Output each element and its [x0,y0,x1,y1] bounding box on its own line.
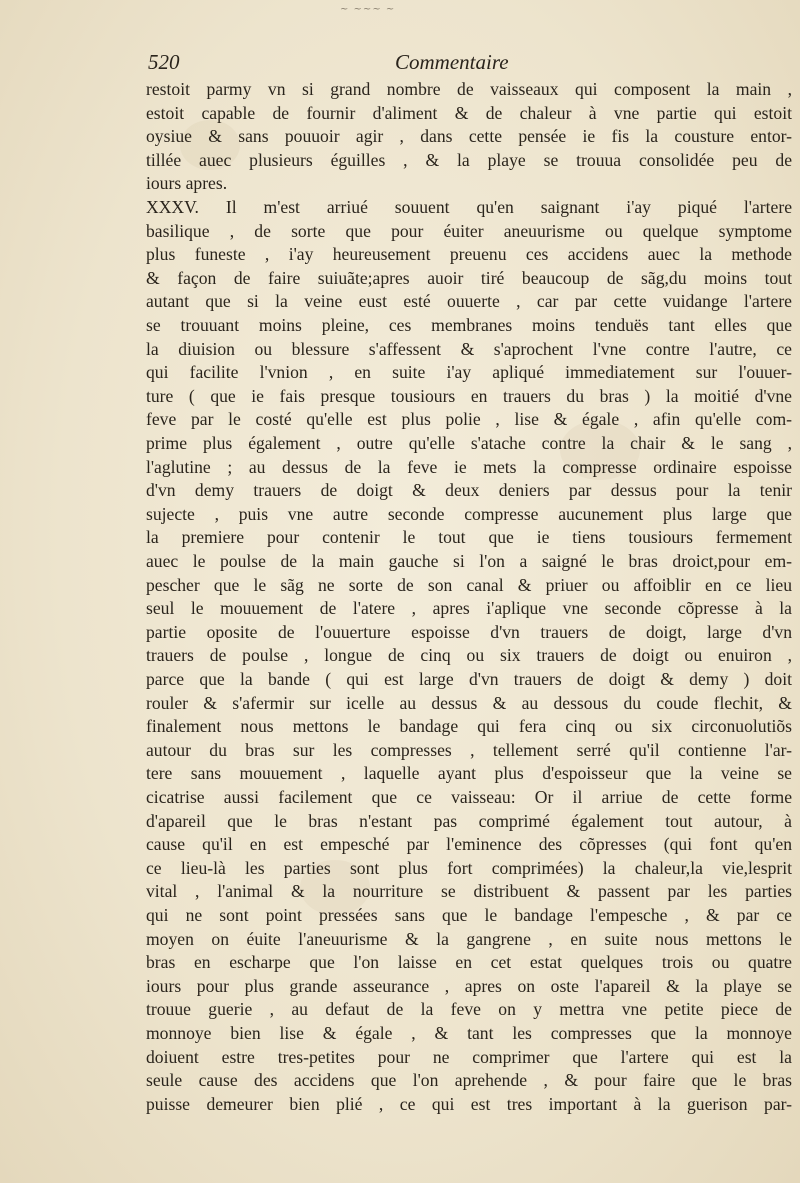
text-line: oysiue & sans pouuoir agir , dans cette pensée ie fis la cousture entor- [146,126,792,147]
text-line: doiuent estre tres-petites pour ne comprimer que l'artere qui est la [146,1046,792,1067]
running-title: Commentaire [395,50,509,74]
text-line: trouue guerie , au defaut de la feve on y mettra vne petite piece de [146,999,792,1020]
top-mark: ~ ~~~ ~ [340,4,396,15]
text-line: finalement nous mettons le bandage qui fera cinq ou six circonuolutiõs [146,716,792,737]
text-line: tillée auec plusieurs éguilles , & la playe se trouua consolidée peu de [146,149,792,170]
text-line: auec le poulse de la main gauche si l'on a saigné le bras droict,pour em- [146,551,792,571]
text-line: & façon de faire suiuãte;apres auoir tiré beaucoup de sãg,du moins tout [146,267,792,288]
text-line: plus funeste , i'ay heureusement preuenu ces accidens auec la methode [146,244,792,265]
text-line: d'vn demy trauers de doigt & deux deniers par dessus pour la tenir [146,480,792,501]
text-line: puisse demeurer bien plié , ce qui est tres important à la guerison par- [146,1093,792,1114]
text-line: sujecte , puis vne autre seconde compresse aucunement plus large que [146,503,792,524]
text-line: prime plus également , outre qu'elle s'atache contre la chair & le sang , [146,433,792,453]
text-line: rouler & s'afermir sur icelle au dessus & au dessous du coude flechit, & [146,692,792,713]
text-line: parce que la bande ( qui est large d'vn trauers de doigt & demy ) doit [146,669,792,689]
text-line: autour du bras sur les compresses , tellement serré qu'il contienne l'ar- [146,739,792,760]
text-line: la premiere pour contenir le tout que ie tiens tousiours fermement [146,527,792,548]
text-line: qui facilite l'vnion , en suite i'ay apliqué immediatement sur l'ouuer- [146,362,792,383]
text-line: feve par le costé qu'elle est plus polie , lise & égale , afin qu'elle com- [146,409,792,430]
text-line: cicatrise aussi facilement que ce vaisseau: Or il arriue de cette forme [146,787,792,807]
text-line: ture ( que ie fais presque tousiours en trauers du bras ) la moitié d'vne [146,385,792,406]
text-line: estoit capable de fournir d'aliment & de chaleur à vne partie qui estoit [146,102,792,123]
text-line: monnoye bien lise & égale , & tant les compresses que la monnoye [146,1023,792,1043]
text-line: tere sans mouuement , laquelle ayant plus d'espoisseur que la veine se [146,763,792,784]
text-line: trauers de poulse , longue de cinq ou six trauers de doigt ou enuiron , [146,645,792,666]
text-line: iours pour plus grande asseurance , apres on oste l'apareil & la playe se [146,975,792,996]
text-line: autant que si la veine eust esté ouuerte , car par cette vuidange l'artere [146,291,792,312]
text-line: moyen on éuite l'aneuurisme & la gangrene , en suite nous mettons le [146,928,792,949]
text-line: ce lieu-là les parties sont plus fort comprimées) la chaleur,la vie,lesprit [146,857,792,878]
text-line: d'apareil que le bras n'estant pas comprimé également tout autour, à [146,810,792,831]
text-line: XXXV. Il m'est arriué souuent qu'en saignant i'ay piqué l'artere [146,197,792,217]
text-line: seul le mouuement de l'atere , apres i'aplique vne seconde cõpresse à la [146,598,792,619]
text-line: iours apres. [146,173,228,194]
page-number: 520 [148,50,180,74]
text-line: partie oposite de l'ouuerture espoisse d'vn trauers de doigt, large d'vn [146,621,792,642]
running-head [148,50,568,78]
text-line: seule cause des accidens que l'on aprehende , & pour faire que le bras [146,1070,792,1091]
text-line: basilique , de sorte que pour éuiter aneuurisme ou quelque symptome [146,220,792,241]
text-line: cause qu'il en est empesché par l'eminence des cõpresses (qui font qu'en [146,834,792,855]
text-line: vital , l'animal & la nourriture se distribuent & passent par les parties [146,881,792,902]
text-line: l'aglutine ; au dessus de la feve ie mets la compresse ordinaire espoisse [146,456,792,477]
text-line: la diuision ou blessure s'affessent & s'aprochent l'vne contre l'autre, ce [146,338,792,359]
text-line: restoit parmy vn si grand nombre de vaisseaux qui composent la main , [146,79,792,99]
text-line: se trouuant moins pleine, ces membranes moins tenduës tant elles que [146,315,792,335]
text-line: pescher que le sãg ne sorte de son canal & priuer ou affoiblir en ce lieu [146,574,792,595]
text-line: bras en escharpe que l'on laisse en cet estat quelques trois ou quatre [146,952,792,973]
text-line: qui ne sont point pressées sans que le bandage l'empesche , & par ce [146,905,792,925]
